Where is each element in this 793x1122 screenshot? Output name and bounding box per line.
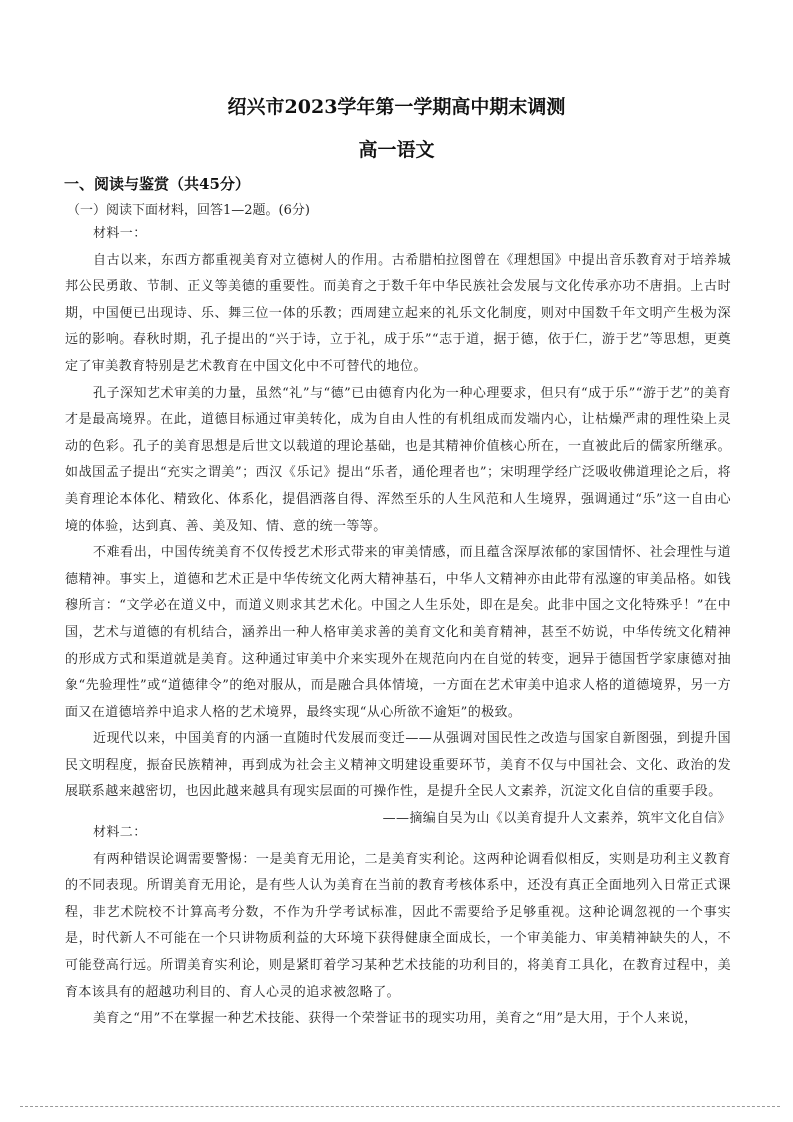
exam-title: 绍兴市2023学年第一学期高中期末调测 (227, 96, 566, 118)
paragraph: 孔子深知艺术审美的力量，虽然“礼”与“德”已由德育内化为一种心理要求，但只有“成于乐”“游于艺”的美育才是最高境界。在此，道德目标通过审美转化，成为自由人性的有机组成而发端内心，让枯燥严肃的理性染上灵动的色彩。孔子的美育思想是后世文以载道的理论基础，也是其精神价值核心所在，一直被此后的儒家所继承。如战国孟子提出“充实之谓美”；西汉《乐记》提出“乐者，通伦理者也”；宋明理学经广泛吸收佛道理论之后，将美育理论本体化、精致化、体系化，提倡洒落自得、浑然至乐的人生风范和人生境界，强调通过“乐”这一自由心境的体验，达到真、善、美及知、情、意的统一等等。 (65, 385, 731, 534)
paragraph: 有两种错误论调需要警惕：一是美育无用论，二是美育实利论。这两种论调看似相反，实则是功利主义教育的不同表现。所谓美育无用论，是有些人认为美育在当前的教育考核体系中，还没有真正全面地列入日常正式课程，非艺术院校不计算高考分数，不作为升学考试标准，因此不需要给予足够重视。这种论调忽视的一个事实是，时代新人不可能在一个只讲物质利益的大环境下获得健康全面成长，一个审美能力、审美精神缺失的人，不可能登高行远。所谓美育实利论，则是紧盯着学习某种艺术技能的功利目的，将美育工具化，在教育过程中，美育本该具有的超越功利目的、育人心灵的追求被忽略了。 (65, 851, 731, 1000)
question-instruction: （一）阅读下面材料，回答1—2题。(6分) (67, 203, 310, 218)
section-heading: 一、阅读与鉴赏（共45分） (64, 175, 250, 193)
source-citation: ——摘编自吴为山《以美育提升人文素养，筑牢文化自信》 (382, 811, 731, 827)
material-one (65, 221, 731, 833)
paragraph: 近现代以来，中国美育的内涵一直随时代发展而变迁——从强调对国民性之改造与国家自新图强，到提升国民文明程度，振奋民族精神，再到成为社会主义精神文明建设重要环节，美育不仅与中国社会、文化、政治的发展联系越来越密切，也因此越来越具有现实层面的可操作性，是提升全民人文素养，沉淀文化自信的重要手段。 (65, 731, 731, 800)
paragraph: 自古以来，东西方都重视美育对立德树人的作用。古希腊柏拉图曾在《理想国》中提出音乐教育对于培养城邦公民勇敢、节制、正义等美德的重要性。而美育之于数千年中华民族社会发展与文化传承亦功不唐捐。上古时期，中国便已出现诗、乐、舞三位一体的乐教；西周建立起来的礼乐文化制度，则对中国数千年文明产生极为深远的影响。春秋时期，孔子提出的“兴于诗，立于礼，成于乐”“志于道，据于德，依于仁，游于艺”等思想，更奠定了审美教育特别是艺术教育在中国文化中不可替代的地位。 (65, 252, 731, 374)
paragraph: 不难看出，中国传统美育不仅传授艺术形式带来的审美情感，而且蕴含深厚浓郁的家国情怀、社会理性与道德精神。事实上，道德和艺术正是中华传统文化两大精神基石，中华人文精神亦由此带有泓邃的审美品格。如钱穆所言：“文学必在道义中，而道义则求其艺术化。中国之人生乐处，即在是矣。此非中国之文化特殊乎！”在中国，艺术与道德的有机结合，涵养出一种人格审美求善的美育文化和美育精神，甚至不妨说，中华传统文化精神的形成方式和渠道就是美育。这种通过审美中介来实现外在规范向内在自觉的转变，迥异于德国哲学家康德对抽象“先验理性”或“道德律令”的绝对服从，而是融合具体情境，一方面在艺术审美中追求人格的道德境界，另一方面又在道德培养中追求人格的艺术境界，最终实现“从心所欲不逾矩”的极致。 (65, 545, 731, 720)
subject-title: 高一语文 (358, 139, 435, 161)
material-label: 材料二： (93, 825, 147, 840)
material-label: 材料一： (93, 226, 147, 241)
paragraph: 美育之“用”不在掌握一种艺术技能、获得一个荣誉证书的现实功用，美育之“用”是大用，于个人来说， (93, 1011, 698, 1027)
material-two (65, 820, 731, 1033)
page-bottom-divider (20, 1106, 780, 1107)
